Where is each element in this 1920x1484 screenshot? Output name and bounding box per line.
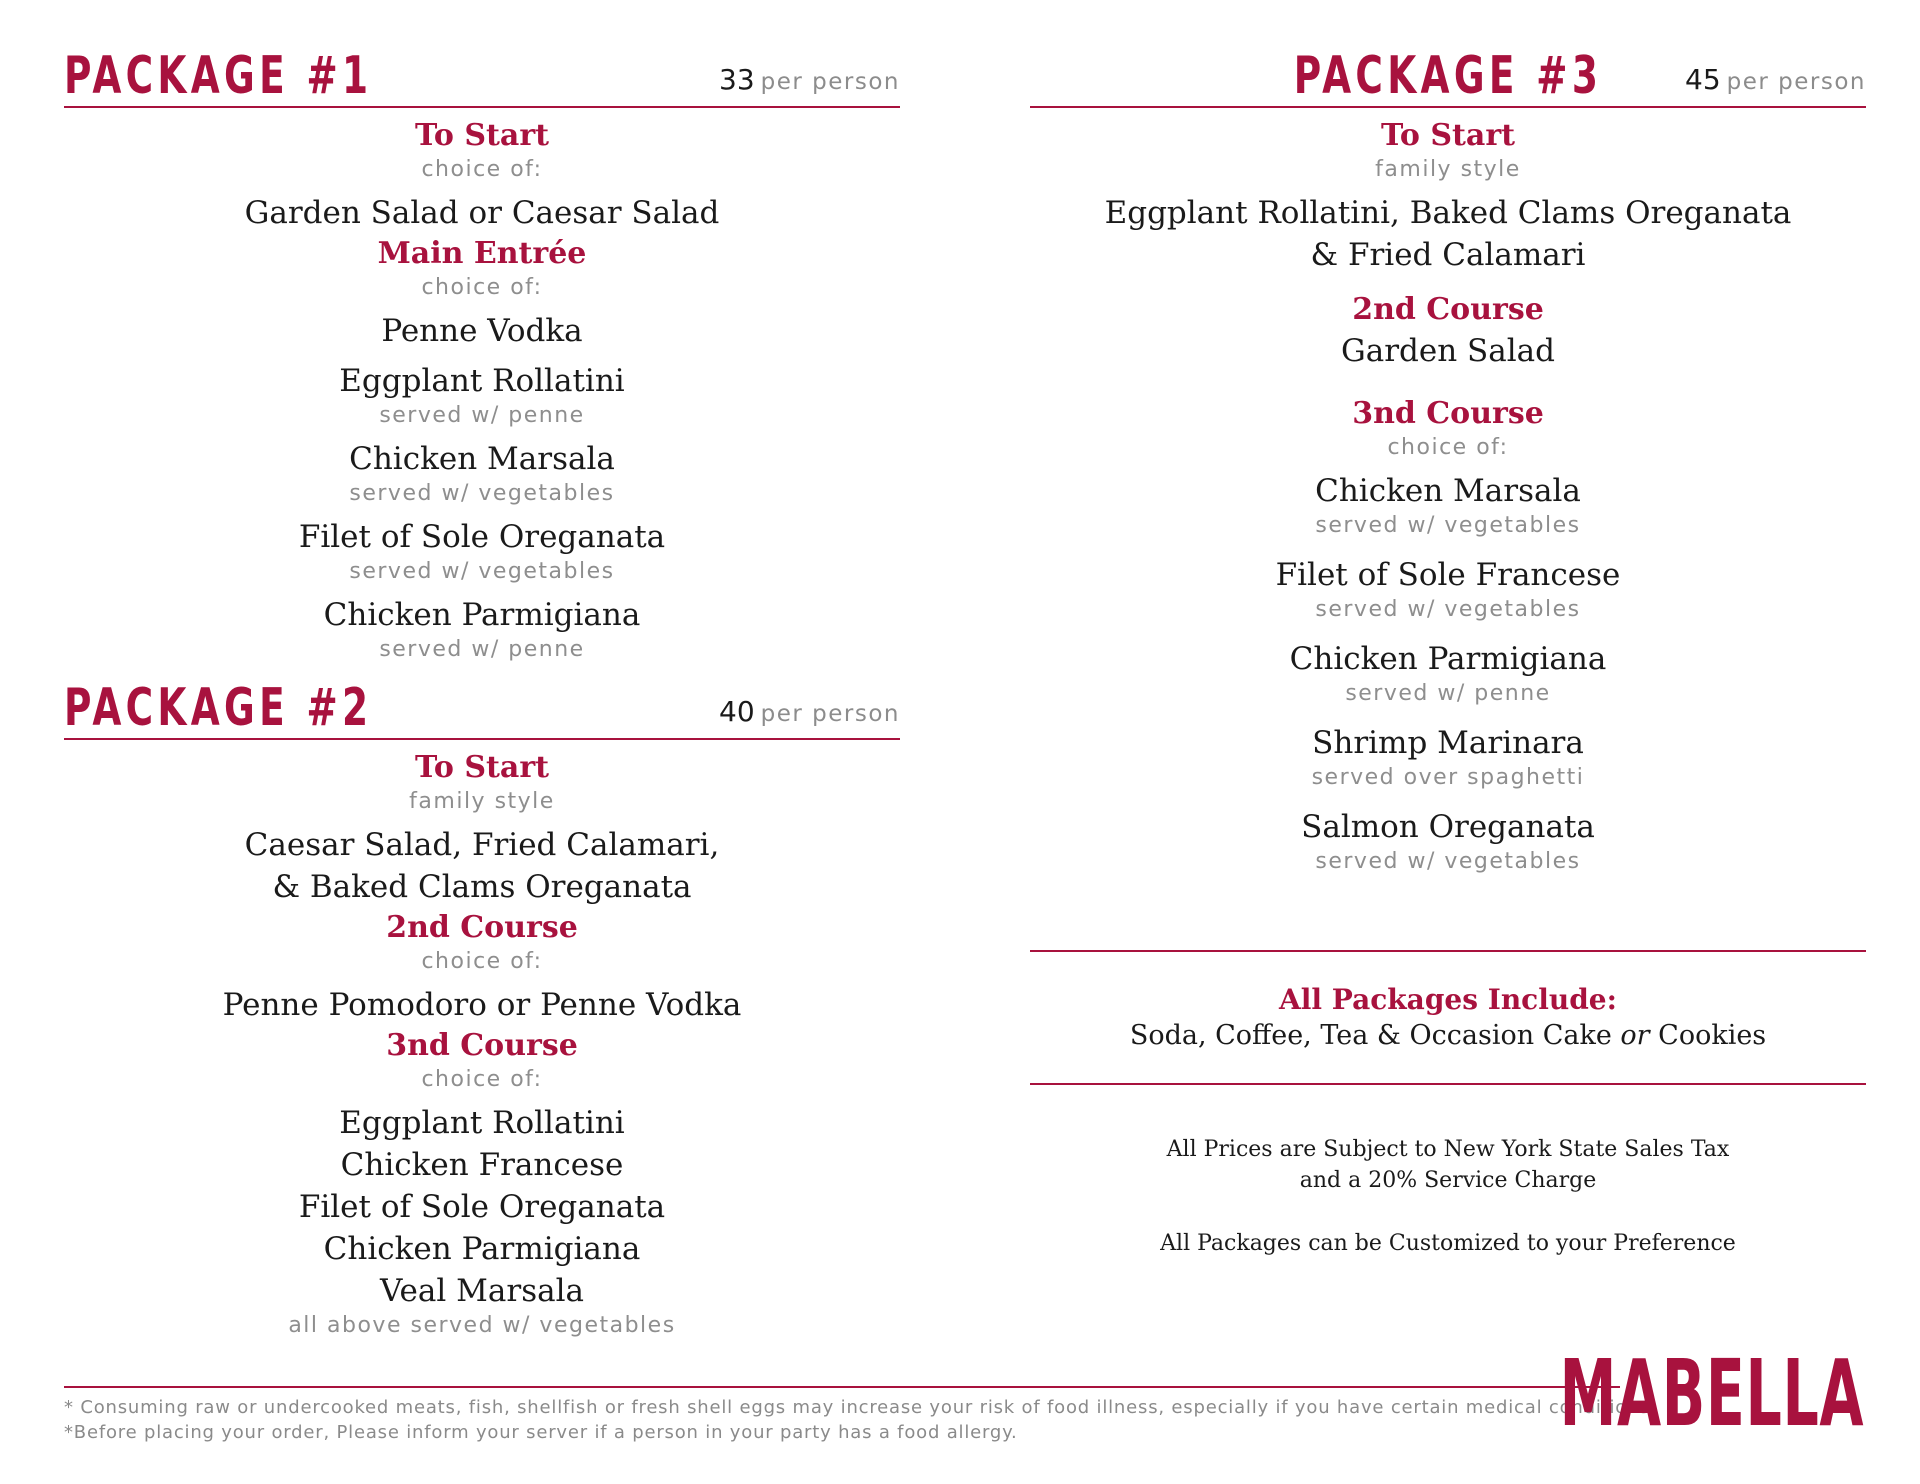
menu-item-name: Chicken Francese: [340, 1147, 624, 1183]
package-1: [64, 46, 900, 664]
allergy-disclaimer: *Before placing your order, Please inform your server if a person in your party has a food allergy.: [64, 1422, 1018, 1443]
customize-notice: All Packages can be Customized to your Preference: [1160, 1231, 1736, 1256]
package-2-price: 40 per person: [719, 695, 900, 728]
package-3-to-start-note: family style: [1375, 157, 1521, 182]
package-3-header: [1030, 46, 1866, 108]
package-1-header: [64, 46, 900, 108]
package-2-third-heading: 3nd Course: [386, 1028, 578, 1063]
package-3: [1030, 46, 1866, 876]
package-3-title: PACKAGE #3: [1293, 46, 1603, 106]
package-3-second-dish: Garden Salad: [1340, 333, 1556, 369]
includes-bottom-divider: [1030, 1083, 1866, 1085]
menu-item-name: Chicken Marsala: [349, 441, 615, 477]
tax-notice-line: and a 20% Service Charge: [1299, 1168, 1597, 1193]
food-safety-disclaimer: * Consuming raw or undercooked meats, fish, shellfish or fresh shell eggs may increase your risk of food illness, especially if you have certain medical conditions.: [64, 1397, 1657, 1418]
package-2-to-start-heading: To Start: [415, 750, 549, 785]
includes-title: All Packages Include:: [1279, 983, 1617, 1016]
package-3-third-heading: 3nd Course: [1352, 396, 1544, 431]
package-1-to-start-dish: Garden Salad or Caesar Salad: [244, 195, 720, 231]
package-1-main-note: choice of:: [421, 275, 543, 300]
menu-item-name: Eggplant Rollatini: [339, 363, 625, 399]
package-2-second-heading: 2nd Course: [386, 910, 578, 945]
package-1-title: PACKAGE #1: [64, 46, 373, 106]
menu-item-name: Chicken Marsala: [1315, 473, 1581, 509]
menu-item-name: Chicken Parmigiana: [1289, 641, 1607, 677]
menu-item-name: Shrimp Marinara: [1312, 725, 1584, 761]
mabella-logo: MABELLA: [1559, 1340, 1864, 1447]
menu-item-name: Filet of Sole Oreganata: [298, 1189, 666, 1225]
package-2-second-dish: Penne Pomodoro or Penne Vodka: [222, 987, 742, 1023]
package-3-to-start-heading: To Start: [1381, 118, 1515, 153]
menu-item-note: served w/ vegetables: [1315, 513, 1581, 538]
package-3-to-start-line: & Fried Calamari: [1310, 237, 1586, 273]
menu-item-name: Filet of Sole Francese: [1275, 557, 1621, 593]
menu-item-name: Eggplant Rollatini: [339, 1105, 625, 1141]
package-2-title: PACKAGE #2: [64, 678, 373, 738]
menu-item-name: Salmon Oreganata: [1301, 809, 1595, 845]
menu-item-name: Penne Vodka: [381, 313, 583, 349]
tax-notice: [1030, 1134, 1866, 1196]
package-3-second-heading: 2nd Course: [1352, 292, 1544, 327]
menu-item-note: served w/ penne: [1345, 681, 1551, 706]
includes-text: Soda, Coffee, Tea & Occasion Cake or Cookies: [1129, 1020, 1767, 1051]
package-1-main-heading: Main Entrée: [377, 236, 587, 271]
menu-item-name: Filet of Sole Oreganata: [298, 519, 666, 555]
package-2-to-start-line: & Baked Clams Oreganata: [272, 869, 692, 905]
menu-item-note: served w/ vegetables: [1315, 849, 1581, 874]
package-3-to-start-line: Eggplant Rollatini, Baked Clams Oreganata: [1104, 195, 1792, 231]
menu-item-note: served w/ penne: [379, 403, 585, 428]
footer-divider: [64, 1386, 1620, 1388]
package-1-price: 33 per person: [719, 63, 900, 96]
menu-item-note: served over spaghetti: [1311, 765, 1585, 790]
package-2-to-start-note: family style: [409, 789, 555, 814]
tax-notice-line: All Prices are Subject to New York State Sales Tax: [1166, 1137, 1730, 1162]
package-2-header: [64, 678, 900, 740]
menu-item-note: served w/ vegetables: [349, 481, 615, 506]
package-2: [64, 678, 900, 1340]
package-3-third-note: choice of:: [1387, 435, 1509, 460]
package-3-price: 45 per person: [1685, 63, 1866, 96]
package-2-items-note: all above served w/ vegetables: [288, 1313, 676, 1338]
menu-item-name: Veal Marsala: [380, 1273, 584, 1309]
menu-item-note: served w/ vegetables: [349, 559, 615, 584]
package-2-to-start-line: Caesar Salad, Fried Calamari,: [244, 827, 720, 863]
menu-item-name: Chicken Parmigiana: [323, 597, 641, 633]
package-2-second-note: choice of:: [421, 949, 543, 974]
menu-item-note: served w/ penne: [379, 637, 585, 662]
includes-top-divider: [1030, 950, 1866, 952]
package-1-to-start-note: choice of:: [421, 157, 543, 182]
package-1-to-start-heading: To Start: [415, 118, 549, 153]
menu-item-note: served w/ vegetables: [1315, 597, 1581, 622]
package-2-third-note: choice of:: [421, 1067, 543, 1092]
menu-item-name: Chicken Parmigiana: [323, 1231, 641, 1267]
